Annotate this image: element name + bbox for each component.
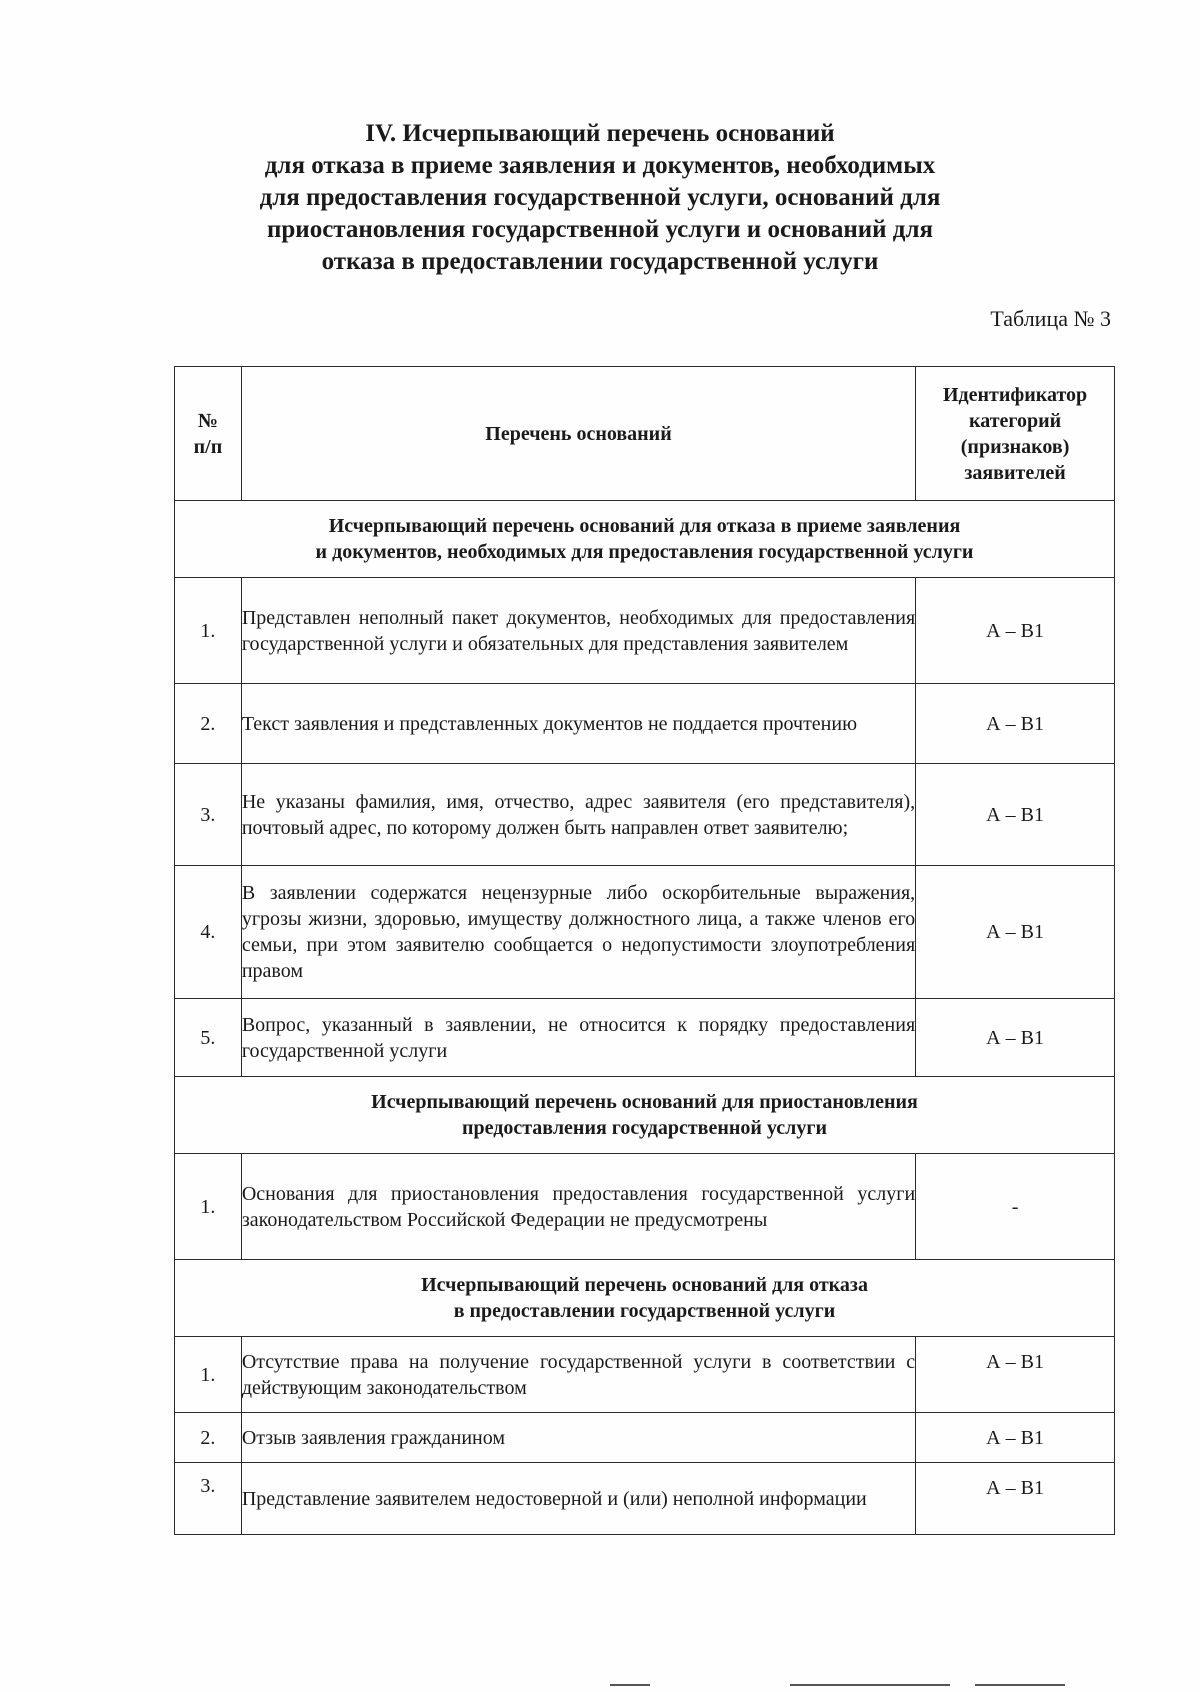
row-number: 3. (175, 764, 242, 866)
table-header-row (175, 367, 1115, 501)
row-ground-text: Представление заявителем недостоверной и (или) неполной информации (241, 1463, 915, 1535)
row-number: 4. (175, 866, 242, 999)
section-title-line: Исчерпывающий перечень оснований для отказа (421, 1274, 868, 1296)
row-identifier: - (916, 1154, 1115, 1260)
heading-line: для отказа в приеме заявления и документов, необходимых (264, 152, 936, 179)
row-number: 1. (175, 1337, 242, 1413)
section-title-row (175, 501, 1115, 578)
table-row (175, 578, 1115, 684)
row-ground-text: В заявлении содержатся нецензурные либо оскорбительные выражения, угрозы жизни, здоровью, имуществу должностного лица, а также членов его семьи, при этом заявителю сообщается о недопустимости злоупотребления правом (241, 866, 915, 999)
table-row (175, 1154, 1115, 1260)
row-number: 2. (175, 1413, 242, 1463)
heading-line: для предоставления государственной услуги, оснований для (259, 184, 941, 211)
row-ground-text: Представлен неполный пакет документов, необходимых для предоставления государственной услуги и обязательных для представления заявителем (241, 578, 915, 684)
header-grounds: Перечень оснований (241, 367, 915, 501)
section-title-row (175, 1260, 1115, 1337)
table-row (175, 1337, 1115, 1413)
row-identifier: А – В1 (916, 764, 1115, 866)
section-title-line: Исчерпывающий перечень оснований для приостановления (371, 1091, 918, 1113)
row-ground-text: Отзыв заявления гражданином (241, 1413, 915, 1463)
row-identifier: А – В1 (916, 1463, 1115, 1535)
table-row (175, 1413, 1115, 1463)
table-row (175, 866, 1115, 999)
row-number: 2. (175, 684, 242, 764)
row-ground-text: Текст заявления и представленных документов не поддается прочтению (241, 684, 915, 764)
heading-line: приостановления государственной услуги и оснований для (266, 216, 933, 243)
table-row (175, 999, 1115, 1077)
section-title-line: и документов, необходимых для предоставления государственной услуги (315, 541, 974, 563)
row-identifier: А – В1 (916, 999, 1115, 1077)
row-ground-text: Отсутствие права на получение государственной услуги в соответствии с действующим законодательством (241, 1337, 915, 1413)
scan-artifact (790, 1684, 950, 1686)
header-identifier-line: категорий (968, 409, 1062, 432)
row-ground-text: Вопрос, указанный в заявлении, не относится к порядку предоставления государственной услуги (241, 999, 915, 1077)
section-title-suspension (175, 1077, 1115, 1154)
table-row (175, 684, 1115, 764)
row-number: 5. (175, 999, 242, 1077)
document-heading (200, 118, 1000, 278)
header-identifier-line: (признаков) (960, 435, 1070, 458)
section-title-line: Исчерпывающий перечень оснований для отказа в приеме заявления (328, 515, 961, 537)
row-number: 1. (175, 1154, 242, 1260)
row-identifier: А – В1 (916, 866, 1115, 999)
row-identifier: А – В1 (916, 578, 1115, 684)
table-row (175, 764, 1115, 866)
scan-artifact (975, 1684, 1065, 1686)
row-identifier: А – В1 (916, 1337, 1115, 1413)
row-identifier: А – В1 (916, 684, 1115, 764)
section-title-line: в предоставлении государственной услуги (453, 1300, 836, 1322)
row-ground-text: Основания для приостановления предоставления государственной услуги законодательством Российской Федерации не предусмотрены (241, 1154, 915, 1260)
header-identifier-line: заявителей (964, 461, 1066, 484)
row-number: 3. (175, 1463, 242, 1535)
table-caption: Таблица № 3 (990, 306, 1111, 331)
table-row (175, 1463, 1115, 1535)
section-title-refusal-acceptance (175, 501, 1115, 578)
section-title-line: предоставления государственной услуги (461, 1117, 828, 1139)
section-title-refusal-provision (175, 1260, 1115, 1337)
section-title-row (175, 1077, 1115, 1154)
header-number-abbrev: п/п (193, 435, 223, 458)
row-ground-text: Не указаны фамилия, имя, отчество, адрес заявителя (его представителя), почтовый адрес, по которому должен быть направлен ответ заявителю; (241, 764, 915, 866)
row-identifier: А – В1 (916, 1413, 1115, 1463)
heading-line: IV. Исчерпывающий перечень оснований (365, 120, 835, 147)
scan-artifact (610, 1684, 650, 1686)
header-identifier-line: Идентификатор (942, 383, 1088, 406)
header-number (175, 367, 242, 501)
heading-line: отказа в предоставлении государственной услуги (321, 248, 879, 275)
grounds-table (174, 366, 1115, 1535)
header-number-symbol: № (197, 409, 218, 432)
header-identifier (916, 367, 1115, 501)
row-number: 1. (175, 578, 242, 684)
